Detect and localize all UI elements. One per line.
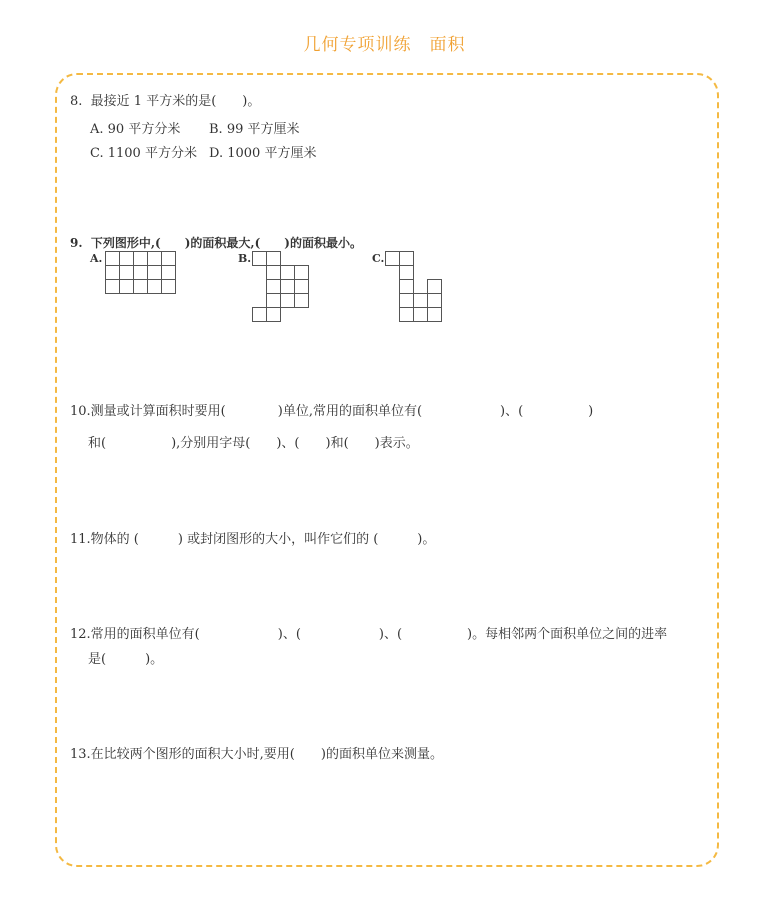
question-10-line2: 和( ),分别用字母( )、( )和( )表示。 — [88, 436, 419, 451]
question-9: 9. 下列图形中,( )的面积最大,( )的面积最小。 — [70, 236, 362, 250]
figure-c-grid — [385, 251, 443, 323]
figure-a-label: A. — [90, 252, 103, 265]
question-12-line2: 是( )。 — [88, 652, 164, 667]
question-13: 13.在比较两个图形的面积大小时,要用( )的面积单位来测量。 — [70, 747, 443, 762]
figure-a-grid — [105, 251, 177, 295]
option-8c: C. 1100 平方分米 — [90, 146, 197, 161]
option-8b: B. 99 平方厘米 — [209, 122, 300, 137]
figure-c-label: C. — [372, 252, 385, 265]
option-8d: D. 1000 平方厘米 — [209, 146, 317, 161]
question-8: 8. 最接近 1 平方米的是( )。 — [70, 94, 261, 109]
page-title: 几何专项训练 面积 — [303, 35, 466, 55]
option-8a: A. 90 平方分米 — [90, 122, 181, 137]
figure-b-grid — [252, 251, 310, 323]
question-12-line1: 12.常用的面积单位有( )、( )、( )。每相邻两个面积单位之间的进率 — [70, 627, 668, 642]
question-11: 11.物体的 ( ) 或封闭图形的大小，叫作它们的 ( )。 — [70, 532, 436, 547]
figure-b-label: B. — [238, 252, 252, 265]
question-10-line1: 10.测量或计算面积时要用( )单位,常用的面积单位有( )、( ) — [70, 404, 594, 419]
